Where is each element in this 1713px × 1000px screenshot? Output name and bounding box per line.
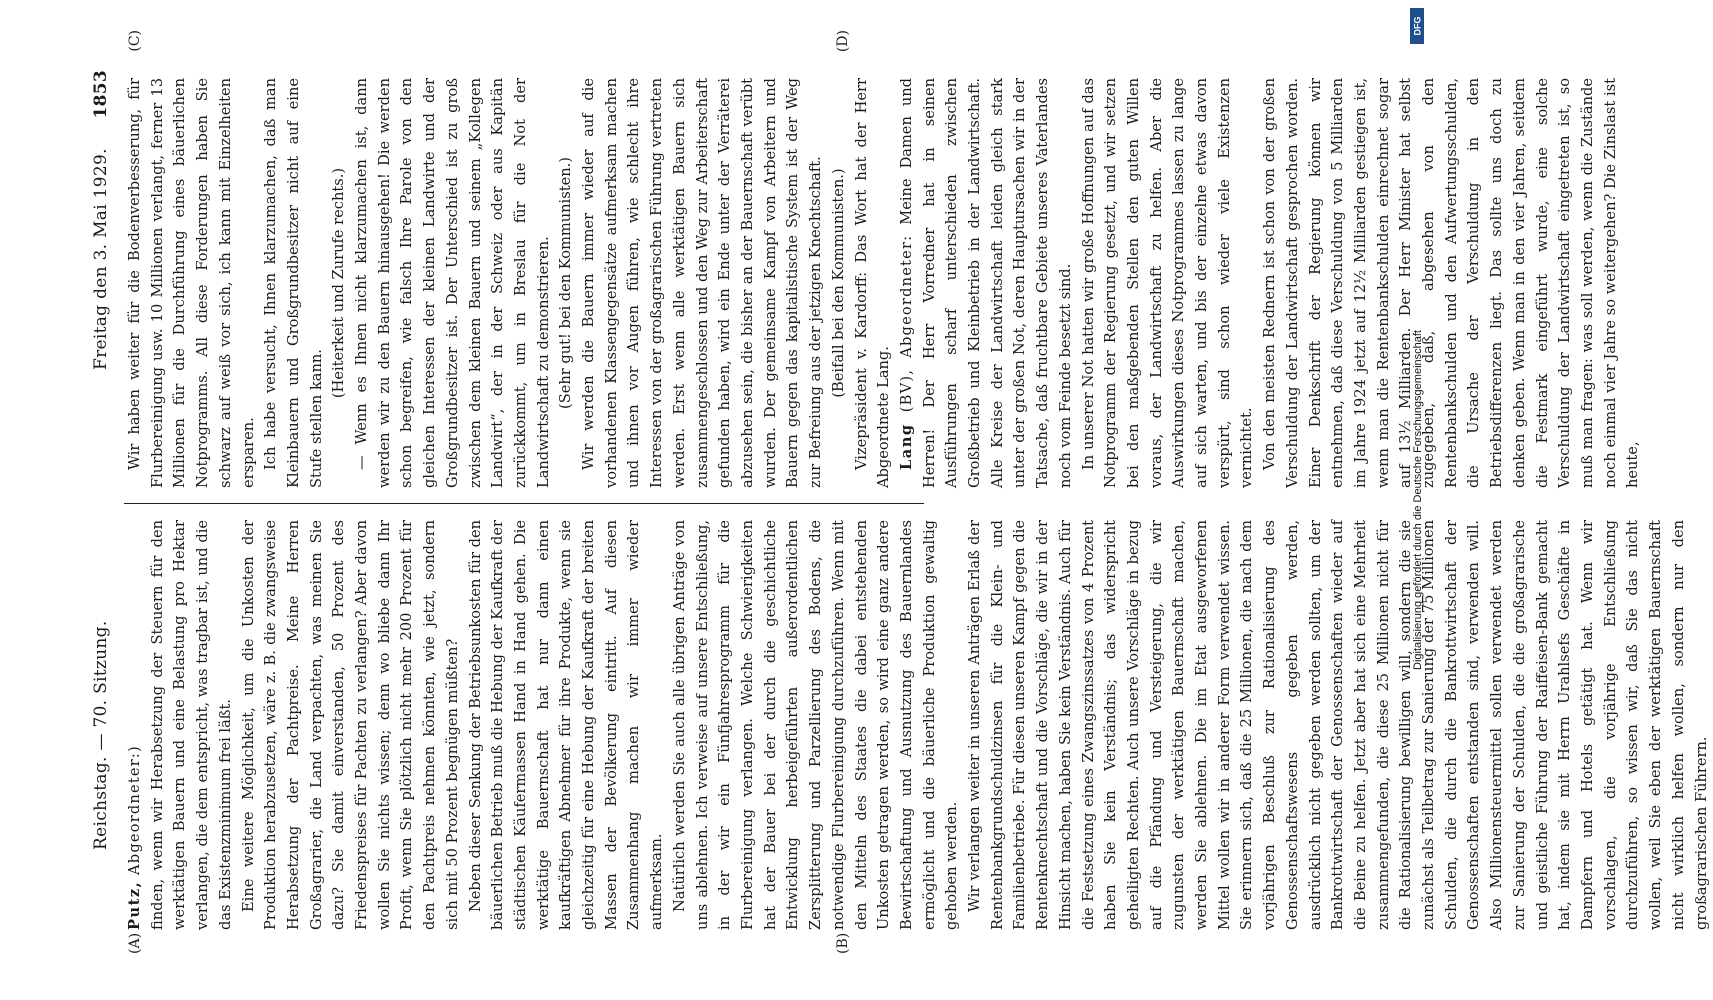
paragraph-text: Wir haben weiter für die Bodenverbesserung, für Flurbereinigung usw. 10 Millionen verlangt, ferner 13 Millionen für die Durchführung eines bäuerlichen Notprogramms. All diese Forderungen haben Sie schwarz auf weiß vor sich, ich kann mit Einzelheiten ersparen.	[126, 78, 257, 488]
paragraph	[328, 78, 351, 488]
margin-mark-d: (D)	[835, 30, 851, 53]
paragraph-text: Natürlich werden Sie auch alle übrigen Anträge von uns ablehnen. Ich verweise auf unsere Entschließung, in der wir ein Fünfjahresprogramm für die Flurbereinigung verlangen. Welche Schwierigkeiten hat der Bauer bei der durch die geschichtliche Entwicklung herbeigeführten außerordentlichen Zersplitterung und Parzellierung des Bodens, die notwendige Flurbereinigung durchzuführen. Wenn mit den Mitteln des Staates die dabei entstehenden Unkosten getragen werden, so wird eine ganz andere Bewirtschaftung und Ausnutzung des Bauernlandes ermöglicht und die bäuerliche Produktion gewaltig gehoben werden.	[670, 520, 961, 930]
margin-mark-c: (C)	[127, 30, 143, 52]
paragraph	[578, 78, 828, 488]
digitization-footer: Digitalisierung gefördert durch die Deutsche Forschungsgemeinschaft	[1412, 330, 1424, 670]
paragraph-text: Neben dieser Senkung der Betriebsunkosten für den bäuerlichen Betrieb muß die Hebung der Kaufkraft der städtischen Käufermassen Hand in Hand gehen. Die werktätige Bauernschaft hat nur dann einen kaufkräftigen Abnehmer für ihre Produkte, wenn sie gleichzeitig für eine Hebung der Kaufkraft der breiten Massen der Bevölkerung eintritt. Auf diesen Zusammenhang machen wir immer wieder aufmerksam.	[466, 520, 666, 930]
speaker-name: Putz,	[126, 880, 143, 930]
paragraph-text: Vizepräsident v. Kardorff: Das Wort hat der Herr Abgeordnete Lang.	[852, 78, 893, 488]
speaker-role: Abgeordneter:)	[126, 745, 143, 881]
column-divider	[124, 503, 924, 504]
paragraph-text: Eine weitere Möglichkeit, um die Unkosten der Produktion herabzusetzen, wäre z. B. die zwangsweise Herabsetzung der Pachtpreise. Meine Herren Großagrarier, die Land verpachten, was meinen Sie dazu? Sie damit einverstanden, 50 Prozent des Friedenspreises für Pachten zu verlangen? Aber davon wollen Sie nichts wissen; denn wo bliebe dann Ihr Profit, wenn Sie plötzlich nicht mehr 200 Prozent für den Pachtpreis nehmen könnten, wie jetzt, sondern sich mit 50 Prozent begnügen müßten?	[239, 520, 461, 930]
paragraph	[260, 78, 328, 488]
speaker-role: (BV), Abgeordneter:	[897, 234, 915, 424]
paragraph	[964, 520, 1713, 930]
left-column	[124, 520, 1713, 930]
paragraph	[351, 78, 555, 488]
page-number: 1853	[91, 70, 111, 119]
paragraph	[124, 520, 147, 930]
paragraph-text: Von den meisten Rednern ist schon von der großen Verschuldung der Landwirtschaft gesprochen worden. Einer Denkschrift der Regierung können wir entnehmen, daß diese Verschuldung von 5 Milliarden im Jahre 1924 jetzt auf 12½ Milliarden gestiegen ist, wenn man die Rentenbankschulden einrechnet sogar auf 13½ Milliarden. Der Herr Minister hat selbst zugegeben, daß, abgesehen von den Rentenbankschulden und den Aufwertungsschulden, die Ursache der Verschuldung in den Betriebsdifferenzen liegt. Das sollte uns doch zu denken geben. Wenn man in den vier Jahren, seitdem die Festmark eingeführt wurde, eine solche Verschuldung der Landwirtschaft eingetreten ist, so muß man fragen: was soll werden, wenn die Zustände noch einmal vier Jahre so weitergehen? Die Zinslast ist heute,	[1261, 78, 1642, 488]
running-head	[90, 70, 116, 930]
paragraph	[1078, 78, 1260, 488]
dfg-logo-text: DFG	[1412, 16, 1422, 36]
paragraph-text: (Beifall bei den Kommunisten.)	[829, 168, 847, 398]
paragraph-text: — Wenn es Ihnen nicht klarzumachen ist, dann werden wir zu den Bauern hinausgehen! Die werden schon begreifen, wie falsch Ihre Parole von den gleichen Interessen der kleinen Landwirte und der Großgrundbesitzer ist. Der Unterschied ist zu groß zwischen dem kleinen Bauern und seinem „Kollegen Landwirt“, der in der Schweiz oder aus Kapitän zurückkommt, um in Breslau für die Not der Landwirtschaft zu demonstrieren.	[353, 78, 552, 488]
paragraph	[669, 520, 964, 930]
speaker-name: Lang	[897, 423, 915, 470]
margin-mark-a: (A)	[127, 932, 143, 954]
paragraph-text: Wir verlangen weiter in unseren Anträgen Erlaß der Rentenbankgrundschuldzinsen für die Klein- und Familienbetriebe. Für diesen unseren Kampf gegen die Rentenknechtschaft und die Vorschläge, die wir in der Hinsicht machen, haben Sie kein Verständnis. Auch für die Festsetzung eines Zwangszinssatzes von 4 Prozent haben Sie kein Verständnis; das widerspricht geheiligten Rechten. Auch unsere Vorschläge in bezug auf die Pfändung und Versteigerung, die wir zugunsten der werktätigen Bauernschaft machen, werden Sie ablehnen. Die im Etat ausgeworfenen Mittel wollen wir in anderer Form verwendet wissen. Sie erinnern sich, daß die 25 Millionen, die nach dem vorjährigen Beschluß zur Rationalisierung des Genossenschaftswesens gegeben werden, ausdrücklich nicht gegeben werden sollten, um der Bankrottwirtschaft der Genossenschaften wieder auf die Beine zu helfen. Jetzt aber hat sich eine Mehrheit zusammengefunden, die diese 25 Millionen nicht für die Rationalisierung bewilligen will, sondern die sie zunächst als Teilbetrag zur Sanierung der 75 Millionen Schulden, die durch die Bankrottwirtschaft der Genossenschaften entstanden sind, verwenden will. Also Millionensteuermittel sollen verwendet werden zur Sanierung der Schulden, die die großagrarische und geistliche Führung der Raiffeisen-Bank gemacht hat, indem sie mit Herrn Urahlsefs Geschäfte in Dampfern und Hotels getätigt hat. Wenn wir vorschlagen, die vorjährige Entschließung durchzuführen, so wissen wir, daß Sie das nicht wollen, weil Sie eben der werktätigen Bauernschaft nicht wirklich helfen wollen, sondern nur den großagrarischen Führern.	[966, 520, 1710, 930]
paragraph-text: Wir werden die Bauern immer wieder auf die vorhandenen Klassengegensätze aufmerksam machen und ihnen vor Augen führen, wie schlecht ihre Interessen von der großagrarischen Führung vertreten werden. Erst wenn alle werktätigen Bauern sich zusammengeschlossen und den Weg zur Arbeiterschaft gefunden haben, wird ein Ende unter der Verräterei abzusehen sein, die bisher an der Bauernschaft verübt wurden. Der gemeinsame Kampf von Arbeitern und Bauern gegen das kapitalistische System ist der Weg zur Befreiung aus der jetzigen Knechtschaft.	[580, 78, 825, 488]
paragraph	[555, 78, 578, 488]
paragraph	[851, 78, 896, 488]
paragraph	[238, 520, 465, 930]
paragraph-text: Meine Damen und Herren! Der Herr Vorredner hat in seinen Ausführungen scharf unterschieden zwischen Großbetrieb und Kleinbetrieb in der Landwirtschaft. Alle Kreise der Landwirtschaft leiden gleich stark unter der großen Not, deren Hauptursachen wir in der Tatsache, daß fruchtbare Gebiete unseres Vaterlandes noch vom Feinde besetzt sind.	[897, 78, 1074, 488]
margin-mark-b: (B)	[835, 932, 851, 954]
paragraph	[828, 78, 851, 488]
paragraph-text: (Sehr gut! bei den Kommunisten.)	[557, 157, 575, 409]
dfg-logo	[1410, 8, 1424, 44]
header-date: Freitag den 3. Mai 1929.	[91, 148, 111, 370]
paragraph	[147, 520, 238, 930]
paragraph	[1259, 78, 1645, 488]
paragraph-text: Ich habe versucht, Ihnen klarzumachen, daß man Kleinbauern und Großgrundbesitzer nicht auf eine Stufe stellen kann.	[262, 78, 325, 488]
paragraph-text: (Heiterkeit und Zurufe rechts.)	[330, 167, 348, 399]
paragraph	[124, 78, 260, 488]
header-session: Reichstag. — 70. Sitzung.	[91, 620, 111, 850]
paragraph	[465, 520, 669, 930]
paragraph	[896, 78, 1078, 488]
paragraph-text: In unserer Not hatten wir große Hoffnungen auf das Notprogramm der Regierung gesetzt, und wir setzen bei den maßgebenden Stellen den guten Willen voraus, der Landwirtschaft zu helfen. Aber die Auswirkungen dieses Notprogrammes lassen zu lange auf sich warten, und bis der einzelne etwas davon verspürt, sind schon wieder viele Existenzen vernichtet.	[1079, 78, 1256, 488]
paragraph-text: finden, wenn wir Herabsetzung der Steuern für den werktätigen Bauern und eine Belastung pro Hektar verlangen, die dem entspricht, was tragbar ist, und die das Existenzminimum frei läßt.	[148, 520, 234, 930]
